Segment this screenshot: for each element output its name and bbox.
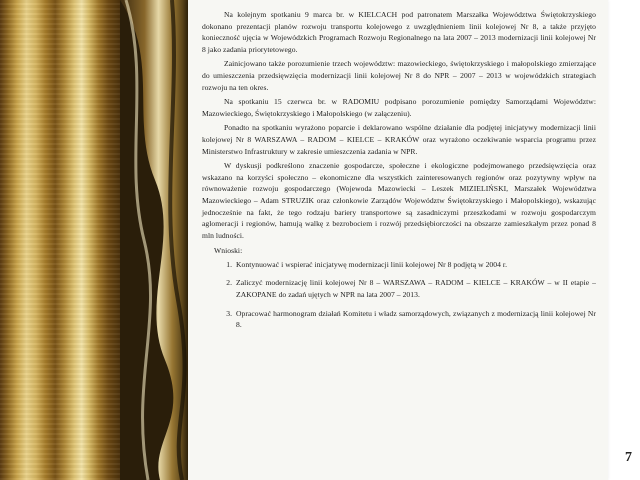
paragraph-radom-meeting: Na spotkaniu 15 czerwca br. w RADOMIU podpisano porozumienie pomiędzy Samorządami Województw: Mazowieckiego, Świętokrzyskiego i Małopolskiego (w załączeniu).: [202, 97, 596, 118]
paragraph-kielce-meeting: Na kolejnym spotkaniu 9 marca br. w KIELCACH pod patronatem Marszałka Województwa Świętokrzyskiego dokonano prezentacji planów rozwoju transportu kolejowego z uwzględnieniem linii kolejowej Nr 8, a także przyjęto konieczność ujęcia w Wojewódzkich Programach Rozwoju Regionalnego na lata 2007 – 2013 modernizacji linii kolejowej Nr 8 jako zadania priorytetowego.: [202, 10, 596, 54]
conclusion-item: 3. Opracować harmonogram działań Komitetu i władz samorządowych, związanych z modernizacją linii kolejowej Nr 8.: [234, 308, 596, 331]
conclusions-list: [202, 259, 596, 331]
conclusion-item: 1. Kontynuować i wspierać inicjatywę modernizacji linii kolejowej Nr 8 podjętą w 2004 r.: [234, 259, 596, 271]
paragraph-discussion: W dyskusji podkreślono znaczenie gospodarcze, społeczne i ekologiczne podejmowanego przedsięwzięcia oraz wskazano na korzyści społeczno – ekonomiczne dla wszystkich zainteresowanych regionów oraz pozytywny wpływ na równoważenie rozwoju gospodarczego (Wojewoda Mazowiecki – Leszek MIZIELIŃSKI, Marszałek Województwa Mazowieckiego – Adam STRUZIK oraz członkowie Zarządów Województw Świętokrzyskiego i Małopolskiego), wskazując jednocześnie na fakt, że tego rodzaju bariery transportowe są zasadniczymi przeszkodami w rozwoju gospodarczym aglomeracji i regionów, hamują walkę z bezrobociem i rozwój przedsiębiorczości na obszarze zamieszkałym przez ponad 8 mln ludności.: [202, 161, 596, 240]
paragraph-three-voivodeships: Zainicjowano także porozumienie trzech województw: mazowieckiego, świętokrzyskiego i małopolskiego zmierzające do umieszczenia przedsięwzięcia modernizacji linii kolejowej Nr 8 do NPR – 2007 – 2013 w wojewódzkich strategiach rozwoju na ten okres.: [202, 59, 596, 92]
page-number: 7: [625, 450, 632, 465]
conclusions-heading: Wnioski:: [214, 246, 243, 256]
document-body: [202, 9, 596, 338]
paragraph-support-declaration: Ponadto na spotkaniu wyrażono poparcie i deklarowano wspólne działanie dla podjętej inicjatywy modernizacji linii kolejowej Nr 8 WARSZAWA – RADOM – KIELCE – KRAKÓW oraz wyrażono oczekiwanie wsparcia programu przez Ministerstwo Infrastruktury w zakresie umieszczenia zadania w NPR.: [202, 123, 596, 156]
decorative-gold-border: [0, 0, 120, 480]
conclusion-item: 2. Zaliczyć modernizację linii kolejowej Nr 8 – WARSZAWA – RADOM – KIELCE – KRAKÓW – w II etapie – ZAKOPANE do zadań ujętych w NPR na lata 2007 – 2013.: [234, 277, 596, 300]
document-page: [188, 0, 608, 480]
decorative-spiral-binding: [120, 0, 190, 480]
